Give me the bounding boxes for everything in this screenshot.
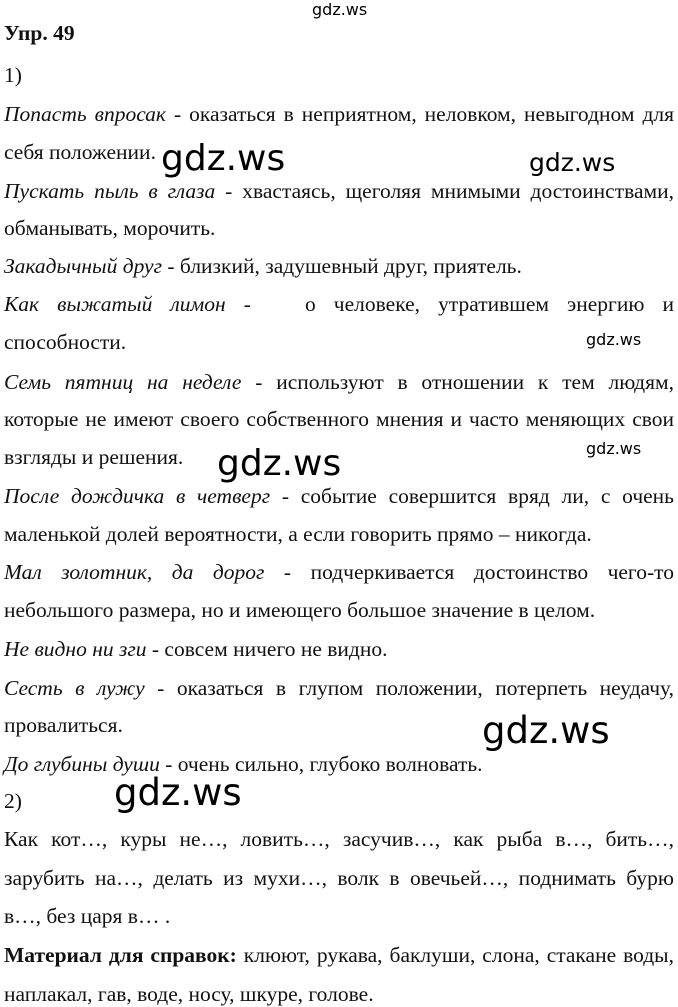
entry-line — [4, 291, 674, 317]
document-page — [4, 0, 674, 1006]
idiom-term: Не видно ни зги — [4, 637, 147, 661]
entry-line: маленькой долей вероятности, а если говорить прямо – никогда. — [4, 522, 592, 546]
entry-line — [4, 751, 674, 777]
idiom-term: Сесть в лужу — [4, 676, 145, 700]
entry-line: способности. — [4, 330, 127, 354]
watermark: gdz.ws — [482, 709, 610, 752]
idiom-term: До глубины души — [4, 752, 160, 776]
watermark: gdz.ws — [217, 443, 342, 484]
idiom-term: Мал золотник, да дорог — [4, 560, 265, 584]
entry-line: себя положении. — [4, 140, 156, 164]
idiom-definition: - хвастаясь, щеголяя мнимыми достоинствами, — [215, 179, 674, 203]
watermark: gdz.ws — [586, 439, 642, 458]
exercise-title: Упр. 49 — [4, 21, 75, 45]
idiom-term: Закадычный друг — [4, 254, 162, 278]
idiom-definition: - событие совершится вряд ли, с очень — [270, 484, 674, 508]
watermark: gdz.ws — [114, 771, 242, 814]
idiom-definition: - совсем ничего не видно. — [146, 637, 388, 661]
task-line: в…, без царя в… . — [4, 904, 171, 928]
part1-label: 1) — [4, 63, 22, 87]
entry-line — [4, 178, 674, 204]
idiom-definition: - используют в отношении к тем людям, — [241, 370, 674, 394]
header-watermark: gdz.ws — [312, 0, 368, 19]
idiom-term: Пускать пыль в глаза — [4, 179, 216, 203]
entry-line — [4, 101, 674, 127]
task-line: Как кот…, куры не…, ловить…, засучив…, как рыба в…, бить…, — [4, 827, 674, 851]
idiom-definition: - очень сильно, глубоко волновать. — [159, 752, 483, 776]
entry-line: небольшого размера, но и имеющего большое значение в целом. — [4, 598, 596, 622]
reference-line: наплакал, гав, воде, носу, шкуре, голове. — [4, 982, 374, 1006]
watermark: gdz.ws — [161, 138, 286, 179]
idiom-definition: - оказаться в глупом положении, потерпеть неудачу, — [144, 676, 674, 700]
part2-label: 2) — [4, 789, 22, 813]
entry-line — [4, 675, 674, 701]
entry-line: которые не имеют своего собственного мнения и часто меняющих свои — [4, 407, 674, 431]
watermark: gdz.ws — [586, 330, 642, 349]
entry-line — [4, 483, 674, 509]
entry-line — [4, 636, 674, 662]
task-line: зарубить на…, делать из мухи…, волк в овечьей…, поднимать бурю — [4, 866, 674, 890]
reference-label: Материал для справок: — [4, 943, 237, 967]
idiom-term: Семь пятниц на неделе — [4, 370, 242, 394]
idiom-term: После дождичка в четверг — [4, 484, 271, 508]
idiom-definition: - оказаться в неприятном, неловком, невыгодном для — [166, 102, 674, 126]
entry-line — [4, 369, 674, 395]
entry-line: обманывать, морочить. — [4, 216, 216, 240]
reference-line — [4, 942, 674, 968]
idiom-term: Как выжатый лимон — [4, 292, 226, 316]
idiom-term: Попасть впросак — [4, 102, 166, 126]
entry-line — [4, 559, 674, 585]
idiom-definition: - о человеке, утратившем энергию и — [225, 292, 674, 316]
entry-line: провалиться. — [4, 713, 123, 737]
entry-line: взгляды и решения. — [4, 445, 184, 469]
entry-line — [4, 253, 674, 279]
idiom-definition: - подчеркивается достоинство чего-то — [264, 560, 674, 584]
idiom-definition: - близкий, задушевный друг, приятель. — [162, 254, 522, 278]
reference-words: клюют, рукава, баклуши, слона, стакане воды, — [236, 943, 674, 967]
watermark: gdz.ws — [529, 148, 616, 177]
